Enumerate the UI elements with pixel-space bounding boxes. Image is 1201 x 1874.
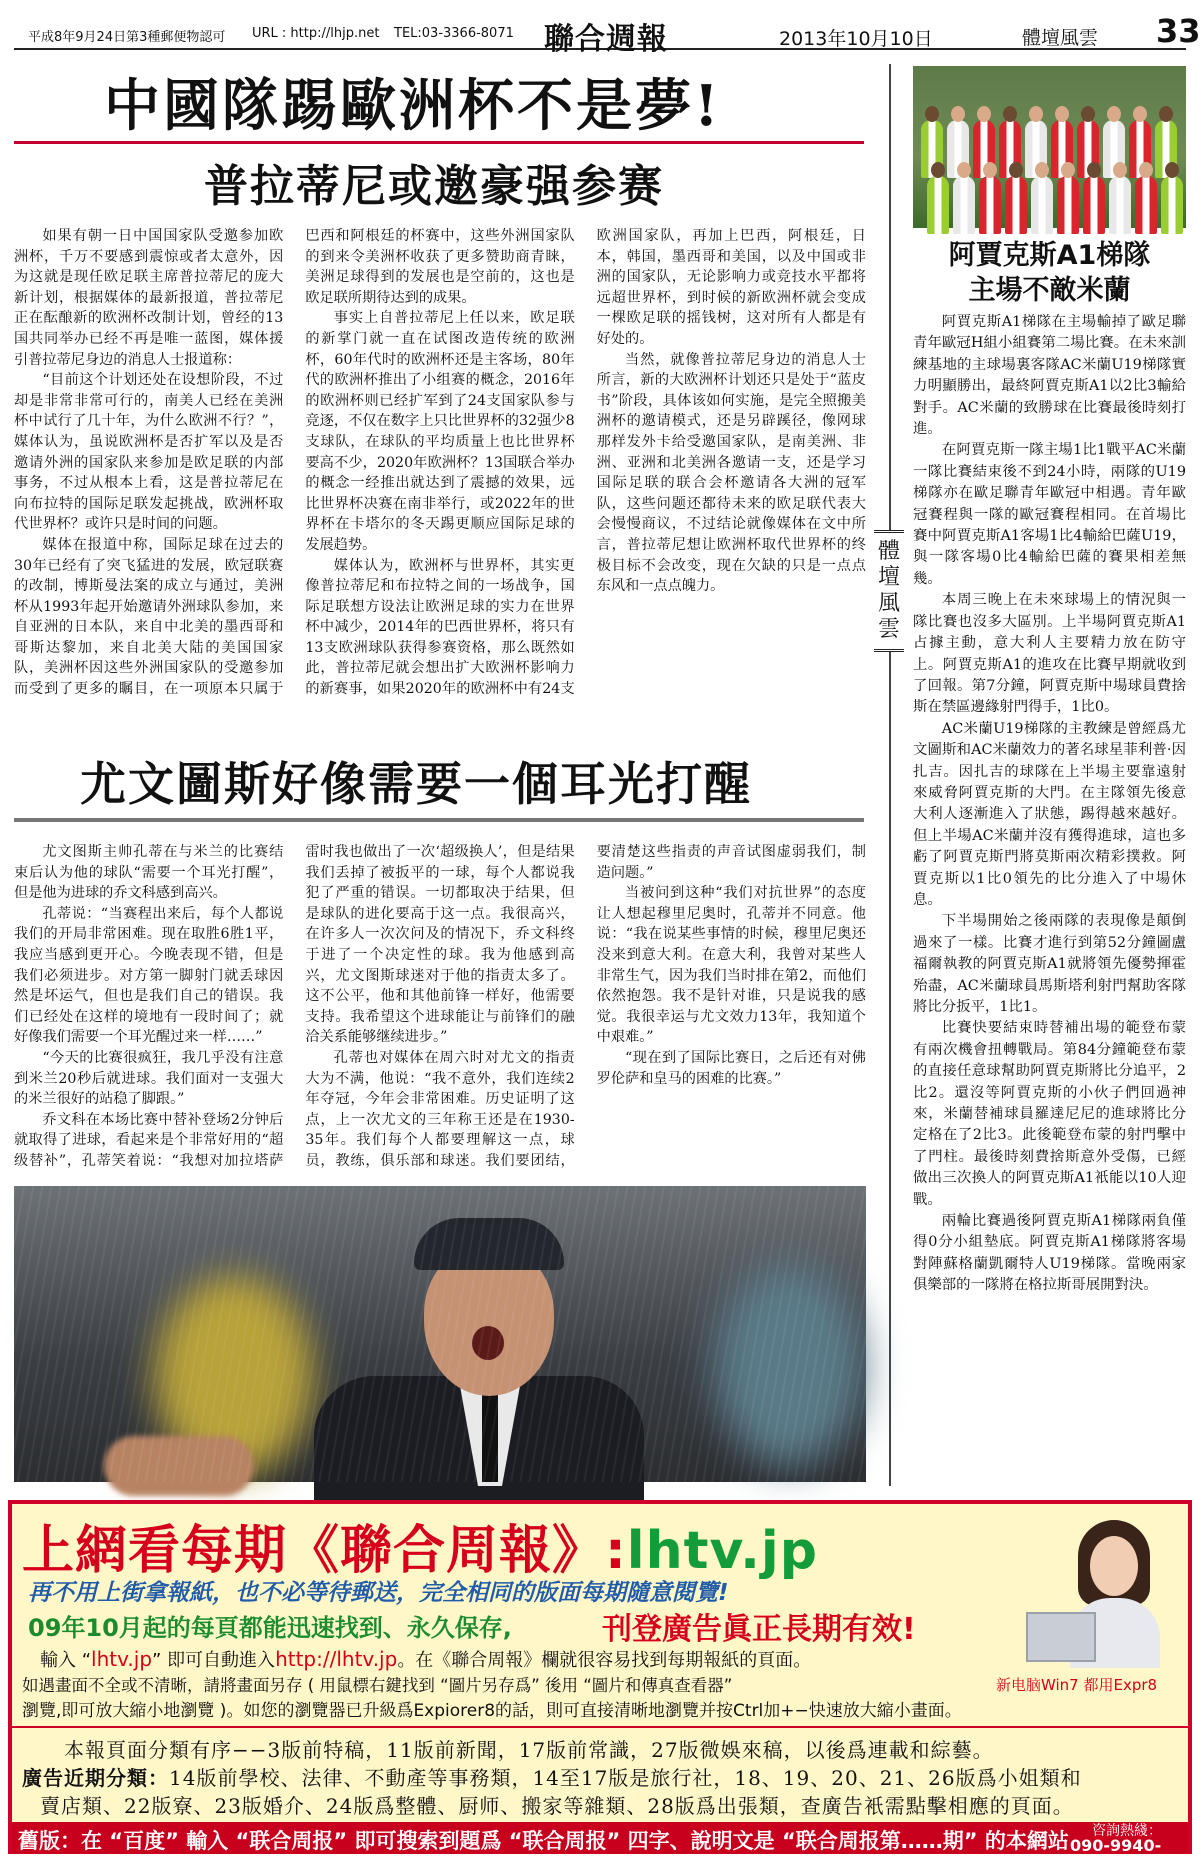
article2-paragraph: “现在到了国际比赛日，之后还有对佛罗伦萨和皇马的困难的比赛。” <box>596 1049 866 1087</box>
ad-url-link[interactable]: http://lhtv.jp <box>275 1647 398 1671</box>
article1-paragraph: 媒体在报道中称，国际足球在过去的30年已经有了突飞猛进的发展，欧冠联赛的改制，博斯曼法案的成立与通过，美洲杯从1993年起开始邀请外洲球队参加，来自亚洲的日本队，来自中北美的墨西哥和哥斯达黎加，来自北美大陆的美国国家队，美洲杯因这些外洲国家队的受邀参加而受到了更多的瞩目，在一项原本只属于巴西和阿根廷的杯赛中，这些外洲国家队的到来令美洲杯收获了更多赞助商青睐，美洲足球得到的发展也是空前的，这也是欧足联所期待达到的成果。 <box>14 228 575 698</box>
article1-paragraph: “目前这个计划还处在设想阶段，不过却是非常非常可行的，南美人已经在美洲杯中试行了几十年，为什么欧洲不行？”，媒体认为，虽说欧洲杯是否扩军以及是否邀请外洲的国家队来参加是欧足联的内部事务，不过从根本上看，这是普拉蒂尼在向布拉特的国际足联发起挑战，欧洲杯取代世界杯？或许只是时间的问题。 <box>14 372 284 533</box>
ad-headline-text: 上網看每期《聯合周報》: <box>22 1521 627 1581</box>
side-paragraph: 在阿賈克斯一隊主場1比1戰平AC米蘭一隊比賽結束後不到24小時，兩隊的U19梯隊亦在歐足聯青年歐冠中相遇。青年歐冠賽程與一隊的歐冠賽程相同。在首場比賽中阿賈克斯A1客場1比4輸給巴薩U19，與一隊客場0比4輸給巴薩的賽果相差無幾。 <box>913 442 1186 587</box>
ad-bottom-bar <box>12 1822 1188 1874</box>
header-tel: TEL:03-3366-8071 <box>394 26 514 41</box>
issue-date: 2013年10月10日 <box>779 28 933 50</box>
ad-text: ” 即可自動進入 <box>152 1650 276 1671</box>
side-paragraph: 阿賈克斯A1梯隊在主場輸掉了歐足聯青年歐冠H組小組賽第二場比賽。在未來訓練基地的主球場裏客隊AC米蘭U19梯隊實力明顯勝出，最終阿賈克斯A1以2比3輸給對手。AC米蘭的致勝球在比賽最後時刻打進。 <box>913 314 1186 438</box>
article2-paragraph: 尤文图斯主帅孔蒂在与米兰的比赛结束后认为他的球队“需要一个耳光打醒”，但是他为进球的乔文科感到高兴。 <box>14 844 284 902</box>
side-article-body <box>913 312 1186 1488</box>
team-photo <box>913 66 1186 228</box>
postal-permit: 平成8年9月24日第3種郵便物認可 <box>28 30 226 45</box>
ad-site-link[interactable]: lhtv.jp <box>626 1521 818 1581</box>
side-paragraph: 比賽快要結束時替補出場的範登布蒙有兩次機會扭轉戰局。第84分鐘範登布蒙的直接任意球幫助阿賈克斯將比分追平，2比2。還沒等阿賈克斯的小伙子們回過神來，米蘭替補球員羅達尼尼的進球將比分定格在了2比3。此後範登布蒙的射門擊中了門柱。最後時刻費捨斯意外受傷，已經做出三次換人的阿賈克斯A1衹能以10人迎戰。 <box>913 1020 1186 1208</box>
ad-label: 廣告近期分類： <box>22 1766 169 1790</box>
page-header <box>14 12 1201 57</box>
article2-paragraph: “今天的比赛很疯狂，我几乎没有注意到米兰20秒后就进球。我们面对一支强大的米兰很好的站稳了脚跟。” <box>14 1049 284 1108</box>
article2-body <box>14 842 866 1174</box>
side-paragraph: 下半場開始之後兩隊的表現像是顛倒過來了一樣。比賽才進行到第52分鐘圖盧福爾執教的阿賈克斯A1就將領先優勢揮霍殆盡，AC米蘭球員馬斯塔利射門幫助客隊將比分扳平，1比1。 <box>913 913 1186 1015</box>
hotline-label: 咨詢熱綫： <box>1092 1823 1162 1839</box>
coach-photo <box>14 1186 866 1482</box>
article1-paragraph: 如果有朝一日中国国家队受邀参加欧洲杯，千万不要感到震惊或者太意外，因为这就是现任欧足联主席普拉蒂尼的庞大新计划，根据媒体的最新报道，普拉蒂尼正在酝酿新的欧洲杯改制计划，曾经的13国共同举办已经不再是唯一蓝图，媒体援引普拉蒂尼身边的消息人士报道称： <box>14 228 284 368</box>
article1-body <box>14 226 866 712</box>
ad-line: 本報頁面分類有序−−3版前特稿，11版前新聞，17版前常識，27版微娛來稿，以後爲連載和綜藝。 <box>64 1738 994 1762</box>
ad-line <box>40 1646 811 1672</box>
ad-site-link[interactable]: lhtv.jp <box>91 1647 153 1671</box>
ad-line: 瀏覽,即可放大縮小地瀏覽 )。如您的瀏覽器已升級爲Expiorer8的話，則可直接清晰地瀏覽并按Ctrl加+−快速放大縮小畫面。 <box>22 1701 962 1721</box>
ad-line: 再不用上街拿報紙，也不必等待郵送，完全相同的版面每期隨意閱覽! <box>28 1580 729 1606</box>
paper-name: 聯合週報 <box>544 22 668 57</box>
ad-text: 14版前學校、法律、不動產等事務類，14至17版是旅行社，18、19、20、21、26版爲小姐類和 <box>169 1766 1082 1790</box>
ad-line <box>22 1762 1082 1791</box>
side-headline-line: 阿賈克斯A1梯隊 <box>948 240 1151 271</box>
article2-paragraph: 孔蒂说：“当赛程出来后，每个人都说我们的开局非常困难。现在取胜6胜1平，我应当感到更开心。今晚表现不错，但是我们必须进步。对方第一脚射门就丢球因然是坏运气，但也是我们自己的错误。我们已经处在这样的境地有一段时间了；就好像我们需要一个耳光醒过来一样……” <box>14 905 284 1046</box>
side-paragraph: AC米蘭U19梯隊的主教練是曾經爲尤文圖斯和AC米蘭效力的著名球星菲利普·因扎吉。因扎吉的球隊在上半場主要靠遠射來威脅阿賈克斯的大門。在主隊領先後意大利人逐漸進入了狀態，踢得越來越好。但上半場AC米蘭并沒有獲得進球，這也多虧了阿賈克斯門將莫斯兩次精彩撲救。阿賈克斯以1比0領先的比分進入了中場休息。 <box>913 720 1186 908</box>
ad-model-illustration <box>1062 1518 1182 1668</box>
side-headline <box>913 238 1186 308</box>
ad-line-highlight: 刊登廣告眞正長期有效! <box>602 1612 916 1647</box>
article2-headline: 尤文圖斯好像需要一個耳光打醒 <box>80 757 752 811</box>
article2-paragraph: 孔蒂也对媒体在周六时对尤文的指责大为不满，他说：“我不意外，我们连续2年夺冠，今年会非常困难。历史证明了这点，上一次尤文的三年称王还是在1930-35年。我们每个人都要理解这一点，球员，教练，俱乐部和球迷。我们要团结，要清楚这些指责的声音试图虚弱我们，制造问题。” <box>305 844 866 1169</box>
ad-text: 輸入 “ <box>40 1650 92 1671</box>
article1-paragraph: 事实上自普拉蒂尼上任以来，欧足联的新掌门就一直在试图改造传统的欧洲杯，60年代时的欧洲杯还是主客场，80年代的欧洲杯推出了小组赛的概念，2016年的欧洲杯则已经扩军到了24支国家队参与竞逐，不仅在数字上只比世界杯的32强少8支球队，在球队的平均质量上也比世界杯要高不少，2020年欧洲杯？13国联合举办的概念一经推出就达到了震撼的效果，远比世界杯决赛在南非举行，或2022年的世界杯在卡塔尔的冬天踢更顺应国际足球的发展趋势。 <box>305 310 575 553</box>
headline-rule <box>14 141 864 144</box>
side-paragraph: 兩輪比賽過後阿賈克斯A1梯隊兩負僅得0分小組墊底。阿賈克斯A1梯隊將客場對陣蘇格蘭凱爾特人U19梯隊。當晚兩家俱樂部的一隊將在格拉斯哥展開對決。 <box>913 1213 1186 1294</box>
article1-paragraph: 当然，就像普拉蒂尼身边的消息人士所言，新的大欧洲杯计划还只是处于“蓝皮书”阶段，具体该如何实施，是完全照搬美洲杯的邀请模式，还是另辟蹊径，像网球那样发外卡给受邀国家队，是南美洲、非洲、亚洲和北美洲各邀请一支，还是学习国际足联的联合会杯邀请各大洲的冠军队，这些问题还都待未来的欧足联代表大会慢慢商议，不过结论就像媒体在文中所言，普拉蒂尼想让欧洲杯取代世界杯的终极目标不会改变，现在欠缺的只是一点点东风和一点点魄力。 <box>596 351 866 595</box>
article1-subheadline: 普拉蒂尼或邀豪强参赛 <box>204 161 664 212</box>
side-paragraph: 本周三晚上在未來球場上的情況與一隊比賽也沒多大區別。上半場阿賈克斯A1占據主動，意大利人主要精力放在防守上。阿賈克斯A1的進攻在比賽早期就收到了回報。第7分鐘，阿賈克斯中場球員費捨斯在禁區邊緣射門得手，1比0。 <box>913 592 1186 716</box>
column-divider <box>889 64 891 1486</box>
article1-headline: 中國隊踢歐洲杯不是夢! <box>104 73 722 139</box>
article2-paragraph: 乔文科在本场比赛中替补登场2分钟后就取得了进球，看起来是个非常好用的“超级替补”，孔蒂笑着说：“我想对加拉塔萨雷时我也做出了一次‘超级换人’，但是结果我们丢掉了被扳平的一球，每个人都说我犯了严重的错误。一切都取决于结果，但是球队的进化要高于这一点。我很高兴，在许多人一次次问及的情况下，乔文科终于进了一个决定性的球。我为他感到高兴，尤文图斯球迷对于他的指责太多了。这不公平，他和其他前锋一样好，他需要支持。我希望这个进球能让与前锋们的融洽关系能够继续进步。” <box>14 844 575 1169</box>
article1-paragraph: 媒体认为，欧洲杯与世界杯，其实更像普拉蒂尼和布拉特之间的一场战争，国际足联想方设法让欧洲足球的实力在世界杯中减少，2014年的巴西世界杯，将只有13支欧洲球队获得参赛资格，那么既然如此，普拉蒂尼就会想出扩大欧洲杯影响力的新赛事，如果2020年的欧洲杯中有24支欧洲国家队，再加上巴西，阿根廷，日本，韩国，墨西哥和美国，以及中国或非洲的国家队，无论影响力或竞技水平都将远超世界杯，到时候的新欧洲杯就会变成一棵欧足联的摇钱树，这对所有人都是有好处的。 <box>305 228 866 698</box>
ad-browser-note: 新电脑Win7 都用Expr8 <box>996 1676 1158 1694</box>
ad-headline <box>22 1508 818 1583</box>
side-headline-line: 主場不敵米蘭 <box>968 275 1131 306</box>
headline-rule <box>14 818 864 822</box>
article2-paragraph: 当被问到这种“我们对抗世界”的态度让人想起穆里尼奥时，孔蒂并不同意。他说：“我在说某些事情的时候，穆里尼奥还没来到意大利。在意大利，我曾对某些人非常生气，因为我们当时排在第2，而他们依然抱怨。我不是针对谁，只是说我的感觉。我很幸运与尤文效力13年，我知道个中艰难。” <box>596 885 866 1046</box>
section-name: 體壇風雲 <box>1022 27 1099 49</box>
ad-line: 09年10月起的每頁都能迅速找到、永久保存, <box>28 1614 512 1642</box>
ad-text: 。在《聯合周報》欄就很容易找到每期報紙的頁面。 <box>397 1650 812 1671</box>
header-url[interactable]: URL : http://lhjp.net <box>252 26 380 41</box>
ad-line: 如遇畫面不全或不清晰，請將畫面另存 ( 用鼠標右鍵找到 “圖片另存爲” 後用 “圖片和傳真查看器” <box>22 1676 733 1695</box>
hotline-number: 090-9940-8999 <box>1070 1836 1162 1874</box>
section-vertical-label: 體壇風雲 <box>874 530 904 652</box>
website-advertisement <box>8 1500 1192 1874</box>
page-number: 33 <box>1156 12 1201 50</box>
ad-line: 賣店類、22版寮、23版婚介、24版爲整體、厨师、搬家等雜類、28版爲出張類，查廣告衹需點擊相應的頁面。 <box>40 1794 1074 1818</box>
ad-bar-text: 舊版：在 “百度” 輸入 “联合周报” 即可搜索到題爲 “联合周报” 四字、說明文是 “联合周报第……期” 的本網站 <box>18 1829 1069 1853</box>
